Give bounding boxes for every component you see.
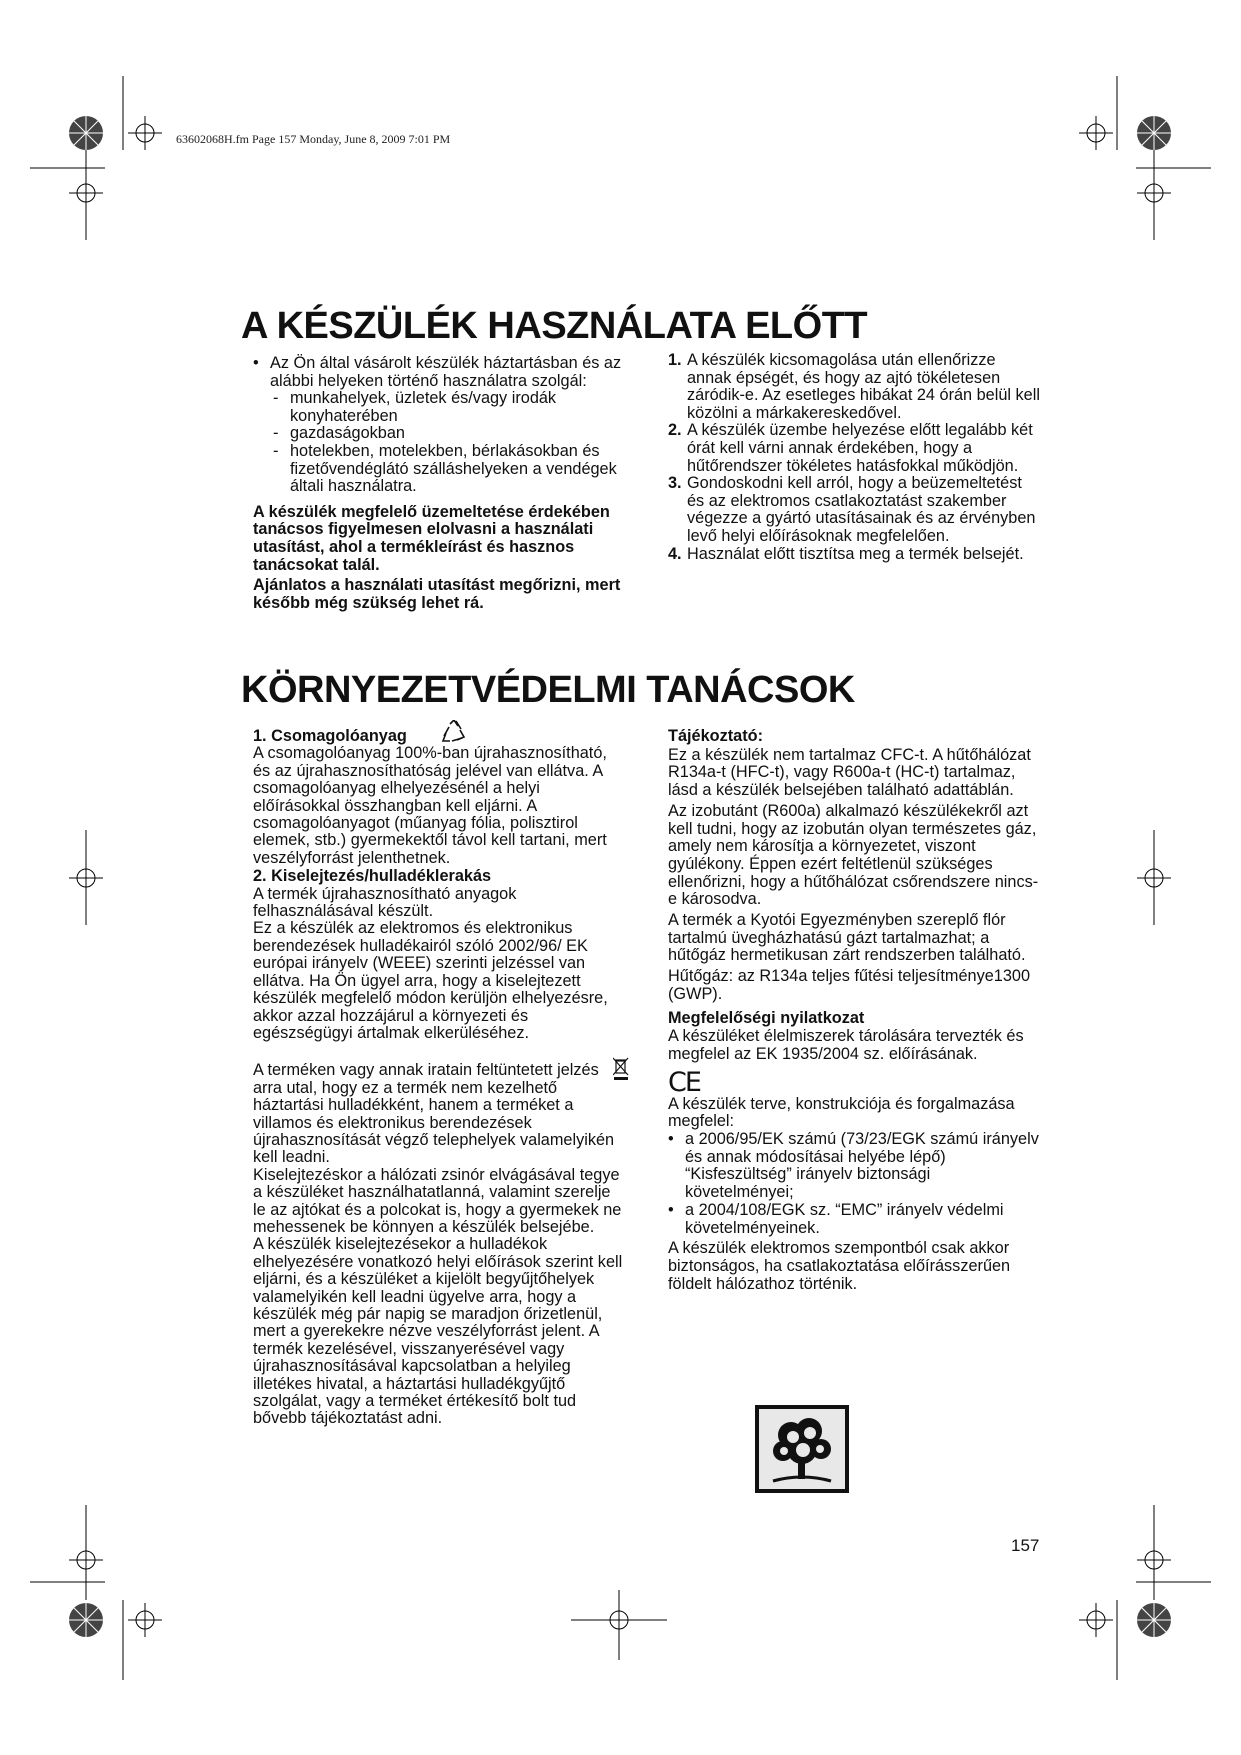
recycle-icon: [440, 720, 468, 744]
grounding-text: A készülék elektromos szempontból csak akkor biztonságos, ha csatlakoztatása előírásszerűen földelt hálózathoz történik.: [668, 1239, 1011, 1293]
ce-mark: CE: [668, 1066, 700, 1098]
usage-sub-item: - hotelekben, motelekben, bérlakásokban és fizetővendéglátó szálláshelyeken a vendégek általi használatra.: [273, 443, 629, 496]
usage-intro-text: Az Ön által vásárolt készülék háztartásban és az alábbi helyeken történő használatra szolgál:: [270, 354, 622, 390]
section-title-environment: KÖRNYEZETVÉDELMI TANÁCSOK: [241, 669, 855, 711]
conformity-heading: Megfelelőségi nyilatkozat: [668, 1008, 865, 1027]
collection-text: A készülék kiselejtezésekor a hulladékok elhelyezésére vonatkozó helyi előírások szerint kell eljárni, és a készüléket a kijelölt begyűjtőhelyek valamelyikén kell leadni ügyelve arra, hogy a készülék még pár napig se maradjon őrizetlenül, mert a gyerekekre nézve veszélyforrást jelent. A termék kezelésével, visszanyerésével vagy újrahasznosításával kapcsolatban a helyileg illetékes hivatal, a háztartási hulladékgyűjtő szolgálat, vagy a terméket értékesítő bolt tud bővebb tájékoztatást adni.: [253, 1235, 623, 1428]
step-text: A készülék kicsomagolása után ellenőrizze annak épségét, és hogy az ajtó tökéletesen záródik-e. Az esetleges hibákat 24 órán belül kell közölni a márkakereskedővel.: [687, 351, 1040, 422]
usage-sub-item: - munkahelyek, üzletek és/vagy irodák konyhaterében: [273, 390, 629, 425]
info-text-1: Ez a készülék nem tartalmaz CFC-t. A hűtőhálózat R134a-t (HFC-t), vagy R600a-t (HC-t) tartalmaz, lásd a készülék belsejében található adattáblán.: [668, 745, 1031, 800]
usage-bullet-item: [253, 355, 629, 496]
conformity-item: • a 2004/108/EGK sz. “EMC” irányelv védelmi követelményeinek.: [668, 1202, 1040, 1237]
info-text-2: Az izobutánt (R600a) alkalmazó készülékekről azt kell tudni, hogy az izobután olyan természetes gáz, amely nem károsítja a környezetet, viszont gyúlékony. Éppen ezért feltétlenül szükséges ellenőrizni, hogy a hűtőhálózat csőrendszere nincs-e károsodva.: [668, 801, 1039, 909]
tree-logo-icon: [753, 1403, 851, 1495]
section1-right-column: [668, 352, 1043, 563]
step-text: A készülék üzembe helyezése előtt legalább két órát kell várni annak érdekében, hogy a hűtőrendszer tökéletes hatásfokkal működjön.: [687, 421, 1033, 475]
disposal-heading-label: Kiselejtezés/hulladéklerakás: [271, 867, 492, 886]
crossed-out-bin-icon: [613, 1056, 629, 1080]
scrapping-text: Kiselejtezéskor a hálózati zsinór elvágásával tegye a készüléket használhatatlanná, valamint szerelje le az ajtókat és a polcokat is, hogy a gyermekek ne mehessenek be könnyen a készülék belsejébe.: [253, 1165, 622, 1236]
step-text: Gondoskodni kell arról, hogy a beüzemeltetést és az elektromos csatlakoztatást szakember végezze a gyártó utasításainak és az érvényben levő helyi előírásoknak megfelelően.: [687, 474, 1036, 545]
step-number: 1.: [668, 351, 682, 369]
conformity-text-2: A készülék terve, konstrukciója és forgalmazása megfelel:: [668, 1094, 1015, 1131]
section-title-before-use: A KÉSZÜLÉK HASZNÁLATA ELŐTT: [241, 305, 868, 347]
packaging-text: A csomagolóanyag 100%-ban újrahasznosítható, és az újrahasznosíthatóság jelével van ellátva. A csomagolóanyag elhelyezésénél a helyi előírásokkal összhangban kell eljárni. A csomagolóanyagot (műanyag fólia, polisztirol elemek, stb.) gyermekektől távol kell tartani, mert veszélyforrást jelenthetnek.: [253, 744, 607, 867]
disposal-heading: [253, 868, 625, 885]
info-text-3: A termék a Kyotói Egyezményben szereplő flór tartalmú üvegházhatású gázt tartalmazhat; a hűtőgáz hermetikusan zárt rendszerben található.: [668, 911, 1026, 965]
bold-note-keep-manual: Ajánlatos a használati utasítást megőrizni, mert később még szükség lehet rá.: [253, 576, 621, 612]
info-heading: Tájékoztató:: [668, 727, 763, 745]
section2-right-column: [668, 728, 1040, 1296]
page-number: 157: [1011, 1536, 1040, 1555]
disposal-text-2: Ez a készülék az elektromos és elektronikus berendezések hulladékairól szóló 2002/96/ EK európai irányelv (WEEE) szerinti jelzéssel van ellátva. Ha Ön ügyel arra, hogy a kiselejtezett készülék megfelelő módon kerüljön elhelyezésre, akkor azzal hozzájárul a környezeti és egészségügyi ártalmak elkerüléséhez.: [253, 919, 608, 1042]
packaging-heading-number: 1.: [253, 727, 267, 745]
section1-left-column: [253, 355, 629, 615]
conformity-text-1: A készüléket élelmiszerek tárolására tervezték és megfelel az EK 1935/2004 sz. előírásának.: [668, 1027, 1024, 1063]
disposal-heading-number: 2.: [253, 867, 267, 886]
usage-bullet-list: [253, 355, 629, 496]
usage-sub-list: [270, 390, 629, 496]
packaging-heading: [253, 728, 625, 745]
info-text-4: Hűtőgáz: az R134a teljes fűtési teljesítménye1300 (GWP).: [668, 967, 1031, 1003]
conformity-item: • a 2006/95/EK számú (73/23/EGK számú irányelv és annak módosításai helyébe lépő) “Kisfeszültség” irányelv biztonsági követelményei;: [668, 1131, 1040, 1202]
weee-text: A terméken vagy annak iratain feltüntetett jelzés arra utal, hogy ez a termék nem kezelhető háztartási hulladékként, hanem a terméket a villamos és elektronikus berendezések újrahasznosítását végző telephelyek valamelyikén kell leadni.: [253, 1061, 615, 1167]
print-header-note: 63602068H.fm Page 157 Monday, June 8, 2009 7:01 PM: [176, 132, 451, 146]
step-item: [668, 352, 1043, 422]
disposal-text-1: A termék újrahasznosítható anyagok felhasználásával készült.: [253, 884, 517, 921]
step-number: 3.: [668, 474, 682, 493]
step-text: Használat előtt tisztítsa meg a termék belsejét.: [687, 544, 1024, 563]
step-item: [668, 546, 1043, 564]
step-item: [668, 422, 1043, 475]
bold-note-read-manual: A készülék megfelelő üzemeltetése érdekében tanácsos figyelmesen elolvasni a használati utasítást, ahol a termékleírást és hasznos tanácsokat talál.: [253, 502, 610, 574]
step-item: [668, 475, 1043, 545]
usage-sub-item: - gazdaságokban: [273, 425, 629, 443]
packaging-heading-label: Csomagolóanyag: [271, 727, 407, 745]
step-number: 2.: [668, 421, 682, 440]
weee-paragraph: [253, 1062, 625, 1166]
conformity-list: [668, 1131, 1040, 1237]
before-use-steps: [668, 352, 1043, 563]
step-number: 4.: [668, 544, 682, 563]
section2-left-column: [253, 728, 625, 1428]
